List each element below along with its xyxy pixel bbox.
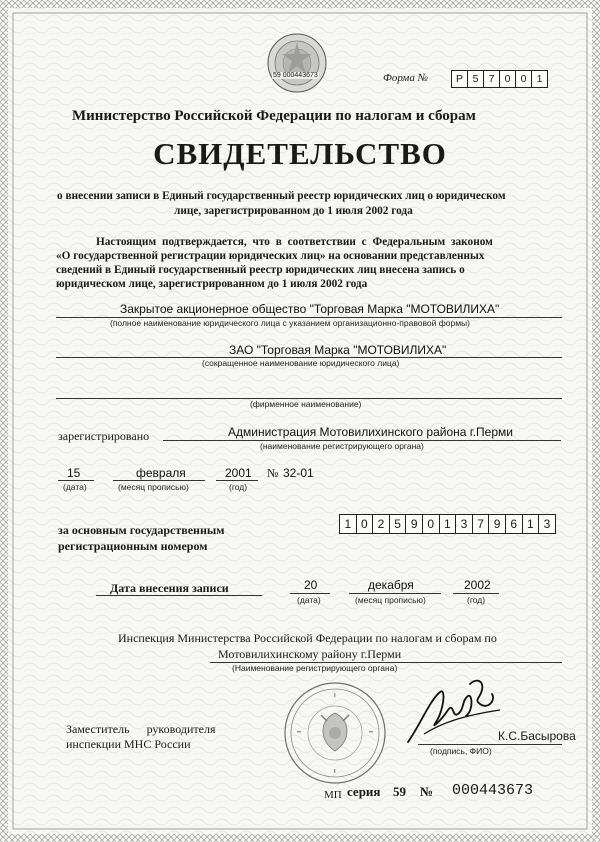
entry-label-line [96, 595, 262, 596]
entry-date-label: Дата внесения записи [110, 581, 229, 595]
series-label: серия [347, 784, 381, 799]
subtitle-line-1: о внесении записи в Единый государственный реестр юридических лиц о юридическом [57, 190, 506, 202]
ogrn-digit: 2 [372, 514, 390, 534]
form-digit: 0 [499, 70, 516, 88]
ministry-title: Министерство Российской Федерации по налогам и сборам [72, 108, 476, 124]
ogrn-digit: 1 [522, 514, 540, 534]
ogrn-digit: 1 [439, 514, 457, 534]
signer-caption: (подпись, ФИО) [430, 746, 492, 756]
form-digit: Р [451, 70, 468, 88]
signer-line [418, 744, 562, 745]
body-line-3: сведений в Единый государственный реестр юридических лиц внесена запись о [56, 264, 465, 276]
entry-month-line [349, 593, 441, 594]
entry-month-caption: (месяц прописью) [355, 595, 426, 605]
entry-month: декабря [368, 578, 414, 592]
form-digit: 1 [531, 70, 548, 88]
hologram-seal [264, 32, 330, 94]
ogrn-digit: 1 [339, 514, 357, 534]
official-stamp [283, 681, 387, 785]
full-name-value: Закрытое акционерное общество "Торговая Марка "МОТОВИЛИХА" [120, 302, 500, 316]
subtitle-line-2: лице, зарегистрированном до 1 июля 2002 года [174, 205, 413, 217]
reg-number: 32-01 [283, 466, 314, 480]
document-title: СВИДЕТЕЛЬСТВО [153, 136, 447, 171]
body-line-4: юридическом лице, зарегистрированном до 1 июля 2002 года [56, 278, 368, 290]
entry-day: 20 [304, 578, 318, 592]
ogrn-digit: 9 [488, 514, 506, 534]
reg-year-caption: (год) [229, 482, 248, 492]
reg-day-caption: (дата) [63, 482, 87, 492]
signer-title-2: инспекции МНС России [66, 737, 191, 751]
body-line-2: «О государственной регистрации юридических лиц» на основании представленных [56, 250, 485, 262]
entry-day-caption: (дата) [297, 595, 321, 605]
short-name-value: ЗАО "Торговая Марка "МОТОВИЛИХА" [229, 343, 447, 357]
registered-value: Администрация Мотовилихинского района г.Перми [228, 425, 513, 439]
entry-day-line [290, 593, 330, 594]
entry-year-caption: (год) [467, 595, 486, 605]
hologram-number: 59 000443673 [273, 72, 318, 79]
full-name-caption: (полное наименование юридического лица с указанием организационно-правовой формы) [110, 318, 471, 328]
ogrn-digit: 0 [422, 514, 440, 534]
reg-month-line [113, 480, 205, 481]
stamp-icon [283, 681, 387, 785]
signature [400, 670, 510, 750]
entry-year-line [453, 593, 499, 594]
signer-title-1: Заместитель руководителя [66, 722, 216, 736]
entry-year: 2002 [464, 578, 491, 592]
form-number-boxes [452, 70, 548, 88]
ogrn-digit: 6 [505, 514, 523, 534]
footer-number-label: № [420, 784, 434, 799]
registered-caption: (наименование регистрирующего органа) [260, 441, 424, 451]
inspection-line-2: Мотовилихинскому району г.Перми [218, 647, 402, 661]
ogrn-label-1: за основным государственным [58, 523, 225, 537]
inspection-line-1: Инспекция Министерства Российской Федерации по налогам и сборам по [118, 631, 497, 645]
ogrn-digit: 5 [389, 514, 407, 534]
ogrn-boxes [340, 514, 556, 534]
reg-month: февраля [136, 466, 186, 480]
short-name-caption: (сокращенное наименование юридического лица) [202, 358, 400, 368]
ogrn-digit: 7 [472, 514, 490, 534]
brand-name-caption: (фирменное наименование) [250, 399, 362, 409]
form-digit: 5 [467, 70, 484, 88]
reg-number-label: № [267, 466, 279, 480]
mp-label: МП [324, 789, 342, 801]
ogrn-digit: 3 [455, 514, 473, 534]
reg-year: 2001 [225, 466, 252, 480]
series-value: 59 [393, 784, 406, 799]
form-label: Форма № [383, 72, 428, 84]
ogrn-digit: 0 [356, 514, 374, 534]
form-digit: 7 [483, 70, 500, 88]
signature-icon [400, 670, 510, 750]
hologram-icon [264, 32, 330, 94]
certificate-number: 000443673 [452, 782, 534, 799]
registered-label: зарегистрировано [58, 429, 150, 443]
ogrn-digit: 3 [538, 514, 556, 534]
ogrn-label-2: регистрационным номером [58, 539, 208, 553]
reg-day-line [58, 480, 94, 481]
reg-month-caption: (месяц прописью) [118, 482, 189, 492]
body-line-1: Настоящим подтверждается, что в соответствии с Федеральным законом [96, 236, 493, 248]
form-digit: 0 [515, 70, 532, 88]
reg-year-line [216, 480, 258, 481]
signer-name: К.С.Басырова [498, 729, 576, 743]
reg-day: 15 [67, 466, 81, 480]
inspection-caption: (Наименование регистрирующего органа) [232, 663, 398, 673]
ogrn-digit: 9 [405, 514, 423, 534]
